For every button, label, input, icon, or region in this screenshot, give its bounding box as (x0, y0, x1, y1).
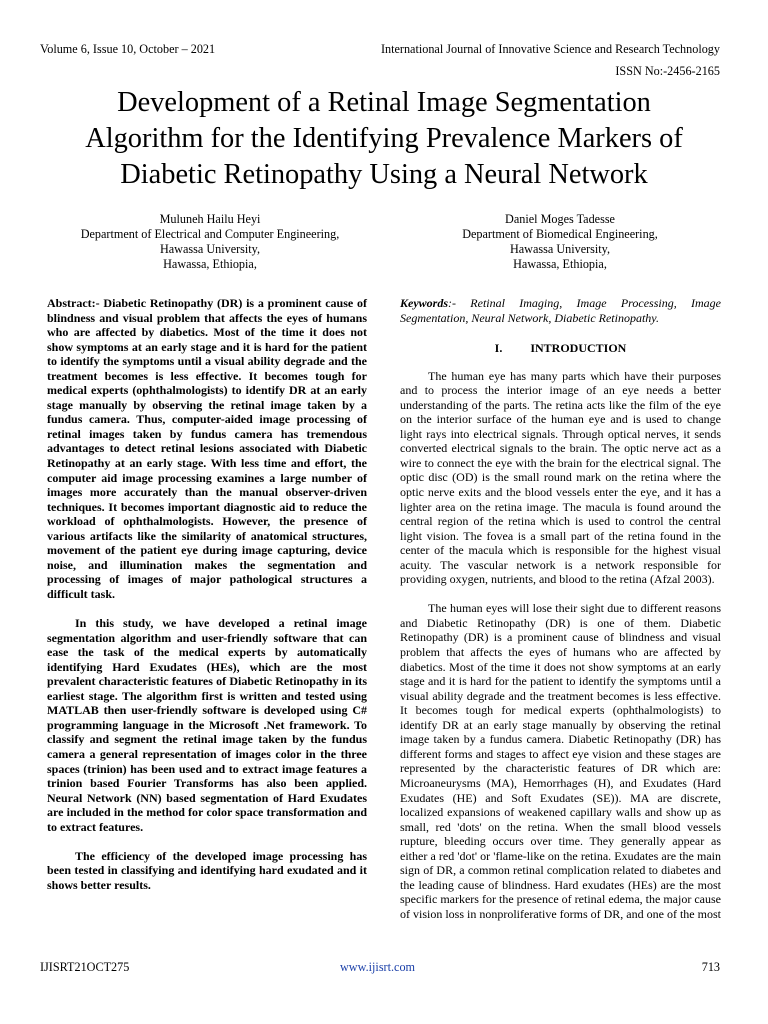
title-line: Development of a Retinal Image Segmentation (117, 87, 651, 118)
website-link[interactable]: www.ijisrt.com (340, 960, 416, 974)
volume-info: Volume 6, Issue 10, October – 2021 (40, 42, 216, 56)
abstract-paragraph: Abstract:- Diabetic Retinopathy (DR) is a prominent cause of blindness and visual problem that affects the eyes of humans who are affected by diabetics. Most of the time it does not show symptoms at an early stage and it is hard for the patient to identify the symptoms until a visual ability degrade and the treatment becomes is less effective. It becomes tough for medical experts (ophthalmologists) to identify DR at an early stage manually by observing the retinal image taken by a fundus camera. Thus, computer-aided image processing of retinal images taken by fundus camera has tremendous advantages to detect retinal lesions associated with Diabetic Retinopathy at an early stage. With less time and effort, the computer aid image processing examines a large number of images more accurately than the manual observer-driven techniques. It becomes important diagnostic aid to reduce the workload of ophthalmologists. However, the presence of various artifacts like the similarity of anatomical structures, movement of the patient eye during image capturing, device noise, and illumination makes the segmentation and processing of images of major pathological structures a difficult task. (47, 296, 367, 601)
abstract-column (47, 296, 367, 892)
author-university: Hawassa University, (509, 242, 611, 256)
body-column (400, 296, 721, 921)
article-code: IJISRT21OCT275 (40, 960, 130, 974)
section-heading (400, 341, 721, 356)
title-line: Algorithm for the Identifying Prevalence Markers of (85, 123, 683, 154)
section-number: I. (494, 341, 503, 356)
author-name: Muluneh Hailu Heyi (159, 212, 261, 226)
keywords-label: Keywords (400, 296, 448, 310)
author-university: Hawassa University, (159, 242, 261, 256)
keywords (400, 296, 721, 325)
journal-name: International Journal of Innovative Science and Research Technology (380, 42, 720, 56)
page-number: 713 (701, 960, 720, 974)
author-department: Department of Electrical and Computer Engineering, (80, 227, 340, 241)
issn: ISSN No:-2456-2165 (615, 64, 720, 78)
author-department: Department of Biomedical Engineering, (462, 227, 658, 241)
abstract-paragraph: The efficiency of the developed image processing has been tested in classifying and identifying hard exudated and it shows better results. (47, 848, 367, 892)
title-line: Diabetic Retinopathy Using a Neural Network (120, 159, 648, 190)
author-name: Daniel Moges Tadesse (505, 212, 615, 226)
intro-paragraph: The human eye has many parts which have their purposes and to process the interior image of an eye needs a better understanding of the parts. The retina acts like the film of the eye on the interior surface of the human eye and is used to change light rays into electrical signals. Through optical nerves, it sends converted electrical signals to the brain. The optic nerve act as a wire to connect the eye with the brain for the electrical signal. The optic disc (OD) is the small round mark on the retina where the optic nerve exits and the blood vessels enter the eye, and it has a lighter area on the retina image. The macula is found around the central region of the retina which is used to control the central light vision. The fovea is a small part of the retina found in the center of the macula which is responsible for the highest visual acuity. The vascular network is a network responsible for providing oxygen, nutrients, and blood to the retina (Afzal 2003). (400, 368, 721, 587)
author-location: Hawassa, Ethiopia, (513, 257, 607, 271)
author-location: Hawassa, Ethiopia, (163, 257, 257, 271)
author-block-1 (45, 212, 375, 272)
abstract-paragraph: In this study, we have developed a retinal image segmentation algorithm and user-friendly software that can ease the task of the medical experts by automatically identifying Hard Exudates (HEs), which are the most prevalent characteristic features of Diabetic Retinopathy in its earliest stage. The algorithm first is written and tested using MATLAB then user-friendly software is developed using C# programming language in the Microsoft .Net framework. To classify and segment the retinal image taken by the fundus camera a general representation of images color in the three spaces (trinion) has been used and to extract image features a trinion based Fourier Transforms has also been applied. Neural Network (NN) based segmentation of Hard Exudates are included in the method for color space transformation and to extract features. (47, 616, 367, 834)
section-title: INTRODUCTION (530, 341, 627, 356)
keywords-text: :- Retinal Imaging, Image Processing, Image Segmentation, Neural Network, Diabetic Retinopathy. (400, 296, 721, 325)
paper-title (40, 85, 728, 193)
author-block-2 (395, 212, 725, 272)
intro-paragraph: The human eyes will lose their sight due to different reasons and Diabetic Retinopathy (DR) is one of them. Diabetic Retinopathy (DR) is a prominent cause of blindness and visual problem that affects the eyes of humans who are affected by diabetics. Most of the time it does not show symptoms at an early stage and it is hard for the patient to identify the symptoms until a visual ability degrade and the treatment becomes is less effective. It becomes tough for medical experts (ophthalmologists) to identify DR at an early stage manually by observing the retinal image taken by a fundus camera. Diabetic Retinopathy (DR) has different forms and stages to affect eye vision and these stages are represented by the characteristic features of DR which are: Microaneurysms (MA), Hemorrhages (H), and Exudates (Hard Exudates (HE) and Soft Exudates (SE)). MA are discrete, localized expansions of weakened capillary walls and show up as small, red 'dots' on the retina. When the small blood vessels rupture, bleeding occurs over time. They generally appear as either a red 'dot' or 'flame-like on the retina. Exudates are the main sign of DR, a common retinal complication related to diabetes and the leading cause of blindness. Hard exudates (HEs) are the most specific markers for the presence of retinal edema, the major cause of vision loss in nonproliferative forms of DR, and one of the most (400, 601, 721, 921)
